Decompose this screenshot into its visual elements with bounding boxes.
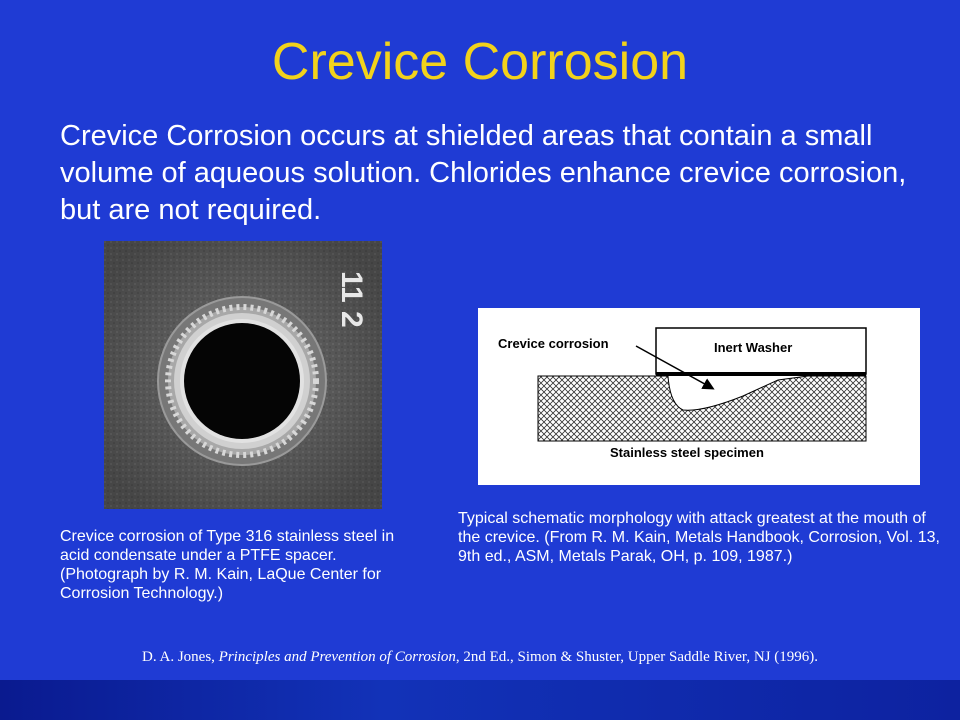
reference-authors: D. A. Jones, xyxy=(142,649,219,665)
reference-citation xyxy=(0,648,960,666)
diagram-caption: Typical schematic morphology with attack greatest at the mouth of the crevice. (From R. M. Kain, Metals Handbook, Corrosion, Vol. 13, 9th ed., ASM, Metals Parak, OH, p. 109, 1987.) xyxy=(458,510,940,565)
footer-bar xyxy=(0,680,960,720)
reference-book-title: Principles and Prevention of Corrosion xyxy=(218,649,456,665)
label-crevice-corrosion: Crevice corrosion xyxy=(498,336,609,351)
slide-title: Crevice Corrosion xyxy=(271,33,689,91)
reference-details: , 2nd Ed., Simon & Shuster, Upper Saddle River, NJ (1996). xyxy=(455,649,818,665)
label-stainless-specimen: Stainless steel specimen xyxy=(610,445,764,460)
label-inert-washer: Inert Washer xyxy=(714,340,793,355)
photo-stamp-text: 11 2 xyxy=(335,271,368,328)
photo-caption: Crevice corrosion of Type 316 stainless steel in acid condensate under a PTFE spacer. (Photograph by R. M. Kain, LaQue Center for Corrosion Technology.) xyxy=(60,528,395,602)
specimen-block xyxy=(538,376,866,441)
intro-text: Crevice Corrosion occurs at shielded areas that contain a small volume of aqueous solution. Chlorides enhance crevice corrosion, but are not required. xyxy=(60,120,907,226)
corrosion-photo xyxy=(104,241,382,509)
crevice-schematic-diagram xyxy=(478,308,920,485)
